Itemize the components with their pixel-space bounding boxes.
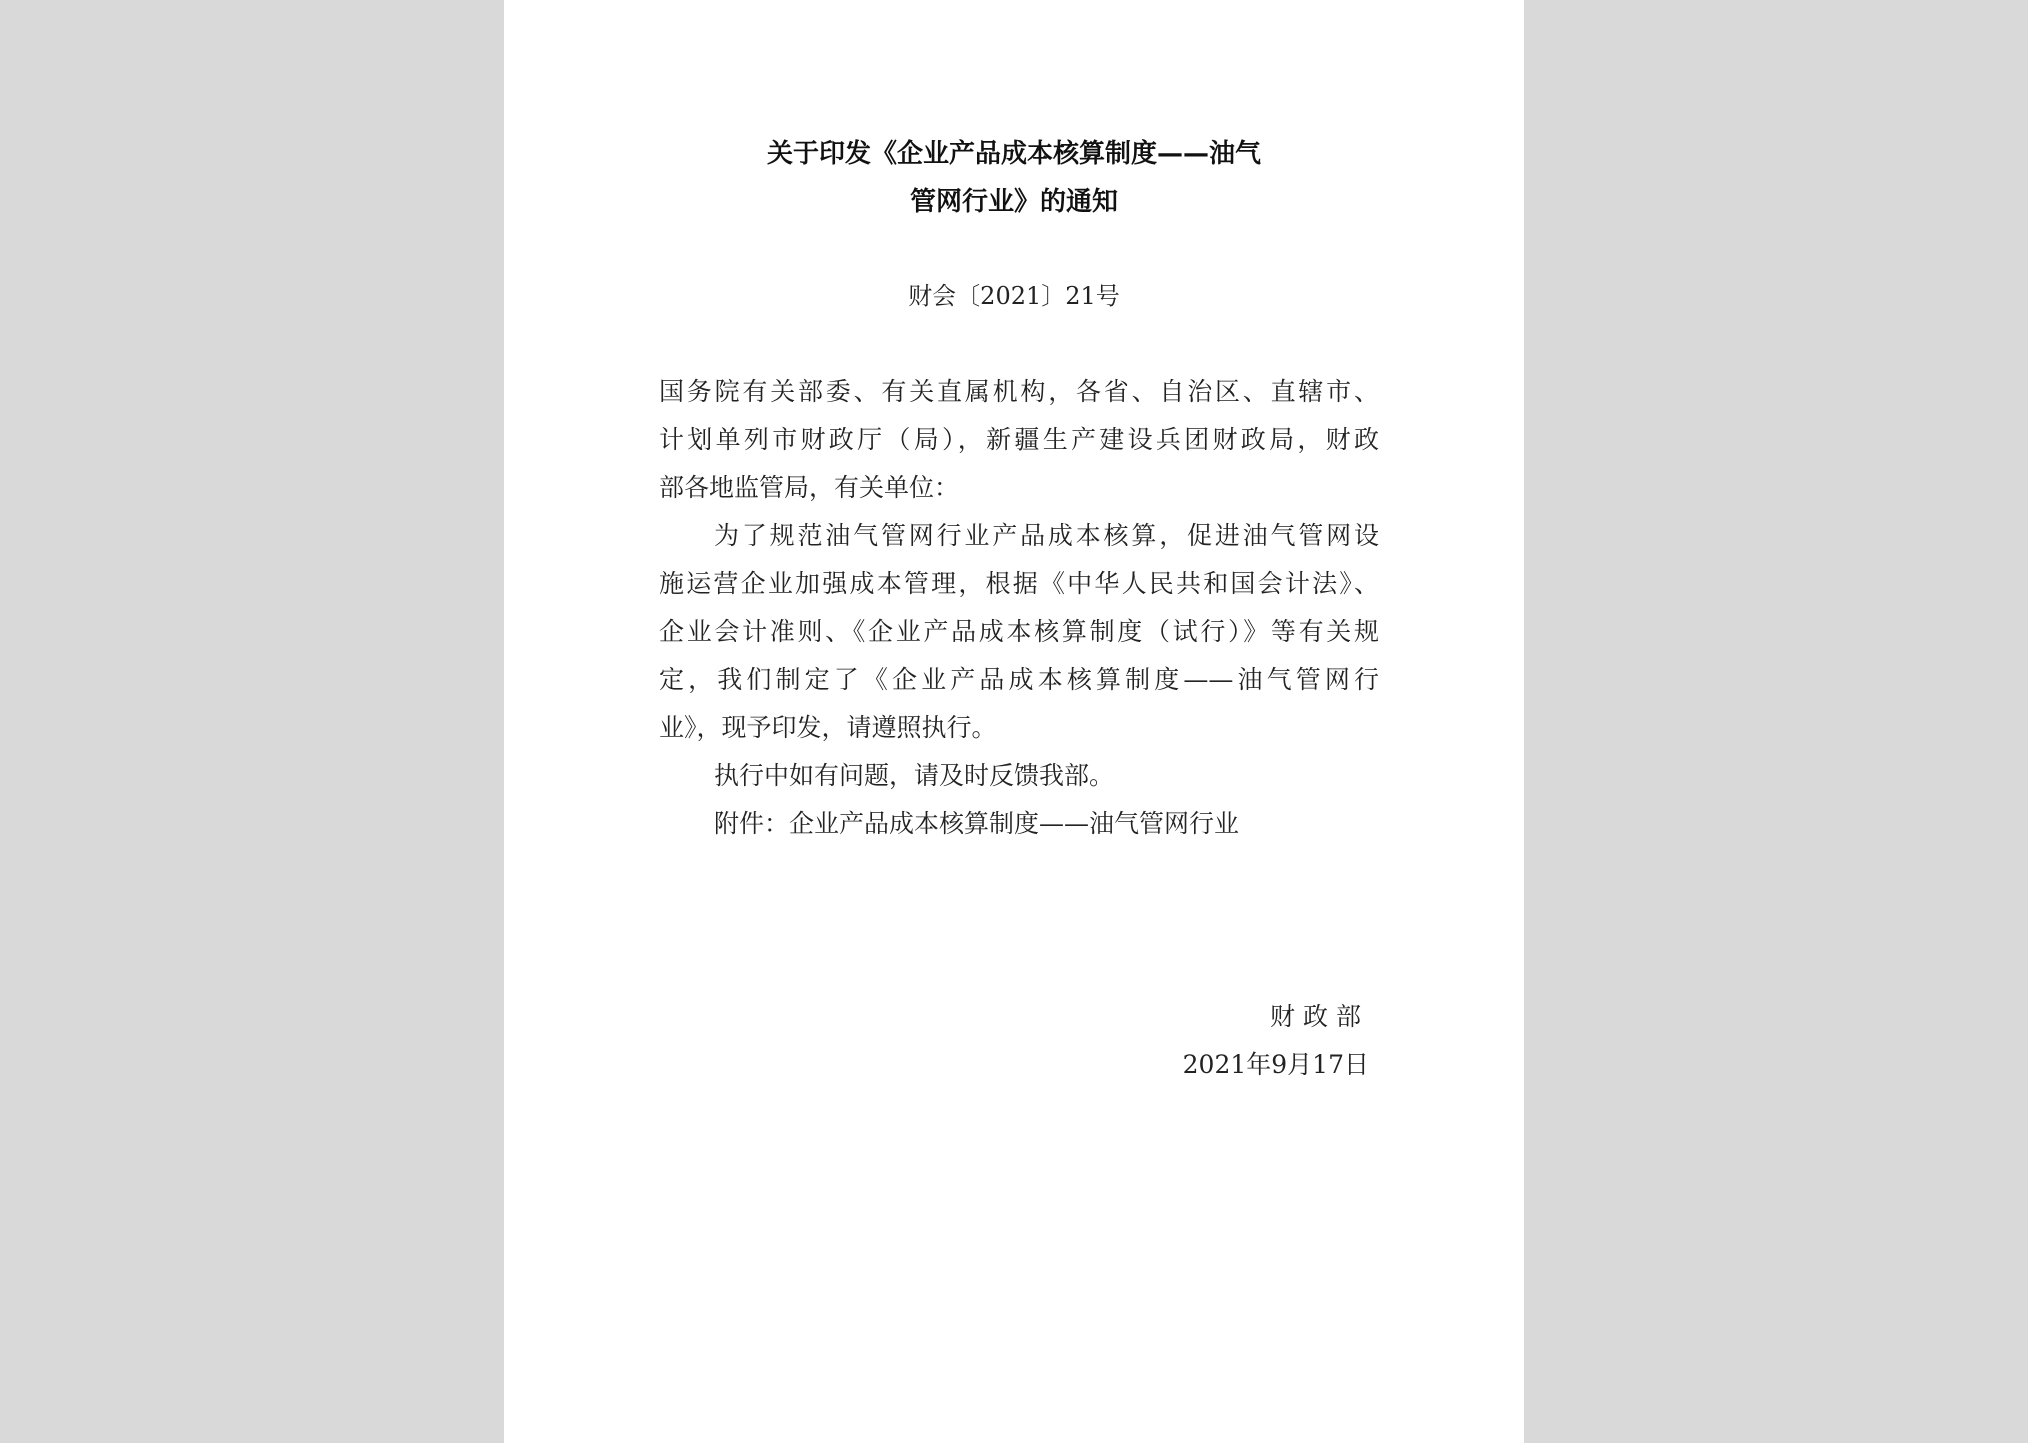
signature-organization: 财政部 bbox=[1269, 1002, 1369, 1031]
addressee-line-3: 部各地监管局，有关单位： bbox=[659, 473, 960, 502]
paragraph1-line-5: 业》，现予印发，请遵照执行。 bbox=[659, 713, 997, 742]
document-number: 财会〔2021〕21号 bbox=[908, 282, 1120, 310]
paragraph1-line-2: 施运营企业加强成本管理，根据《中华人民共和国会计法》、 bbox=[659, 569, 1379, 598]
signature-date: 2021年9月17日 bbox=[1182, 1050, 1369, 1079]
document-title-line-2: 管网行业》的通知 bbox=[909, 187, 1118, 217]
paragraph1-line-4: 定，我们制定了《企业产品成本核算制度——油气管网行 bbox=[659, 665, 1379, 694]
paragraph1-line-1: 为了规范油气管网行业产品成本核算，促进油气管网设 bbox=[714, 521, 1379, 550]
addressee-line-1: 国务院有关部委、有关直属机构，各省、自治区、直辖市、 bbox=[659, 377, 1379, 406]
paragraph2: 执行中如有问题，请及时反馈我部。 bbox=[714, 761, 1115, 790]
attachment-line: 附件：企业产品成本核算制度——油气管网行业 bbox=[714, 809, 1240, 838]
document-page bbox=[504, 0, 1524, 1443]
document-title-line-1: 关于印发《企业产品成本核算制度——油气 bbox=[766, 139, 1261, 169]
paragraph1-line-3: 企业会计准则、《企业产品成本核算制度（试行）》等有关规 bbox=[659, 617, 1379, 646]
addressee-line-2: 计划单列市财政厅（局），新疆生产建设兵团财政局，财政 bbox=[659, 425, 1379, 454]
